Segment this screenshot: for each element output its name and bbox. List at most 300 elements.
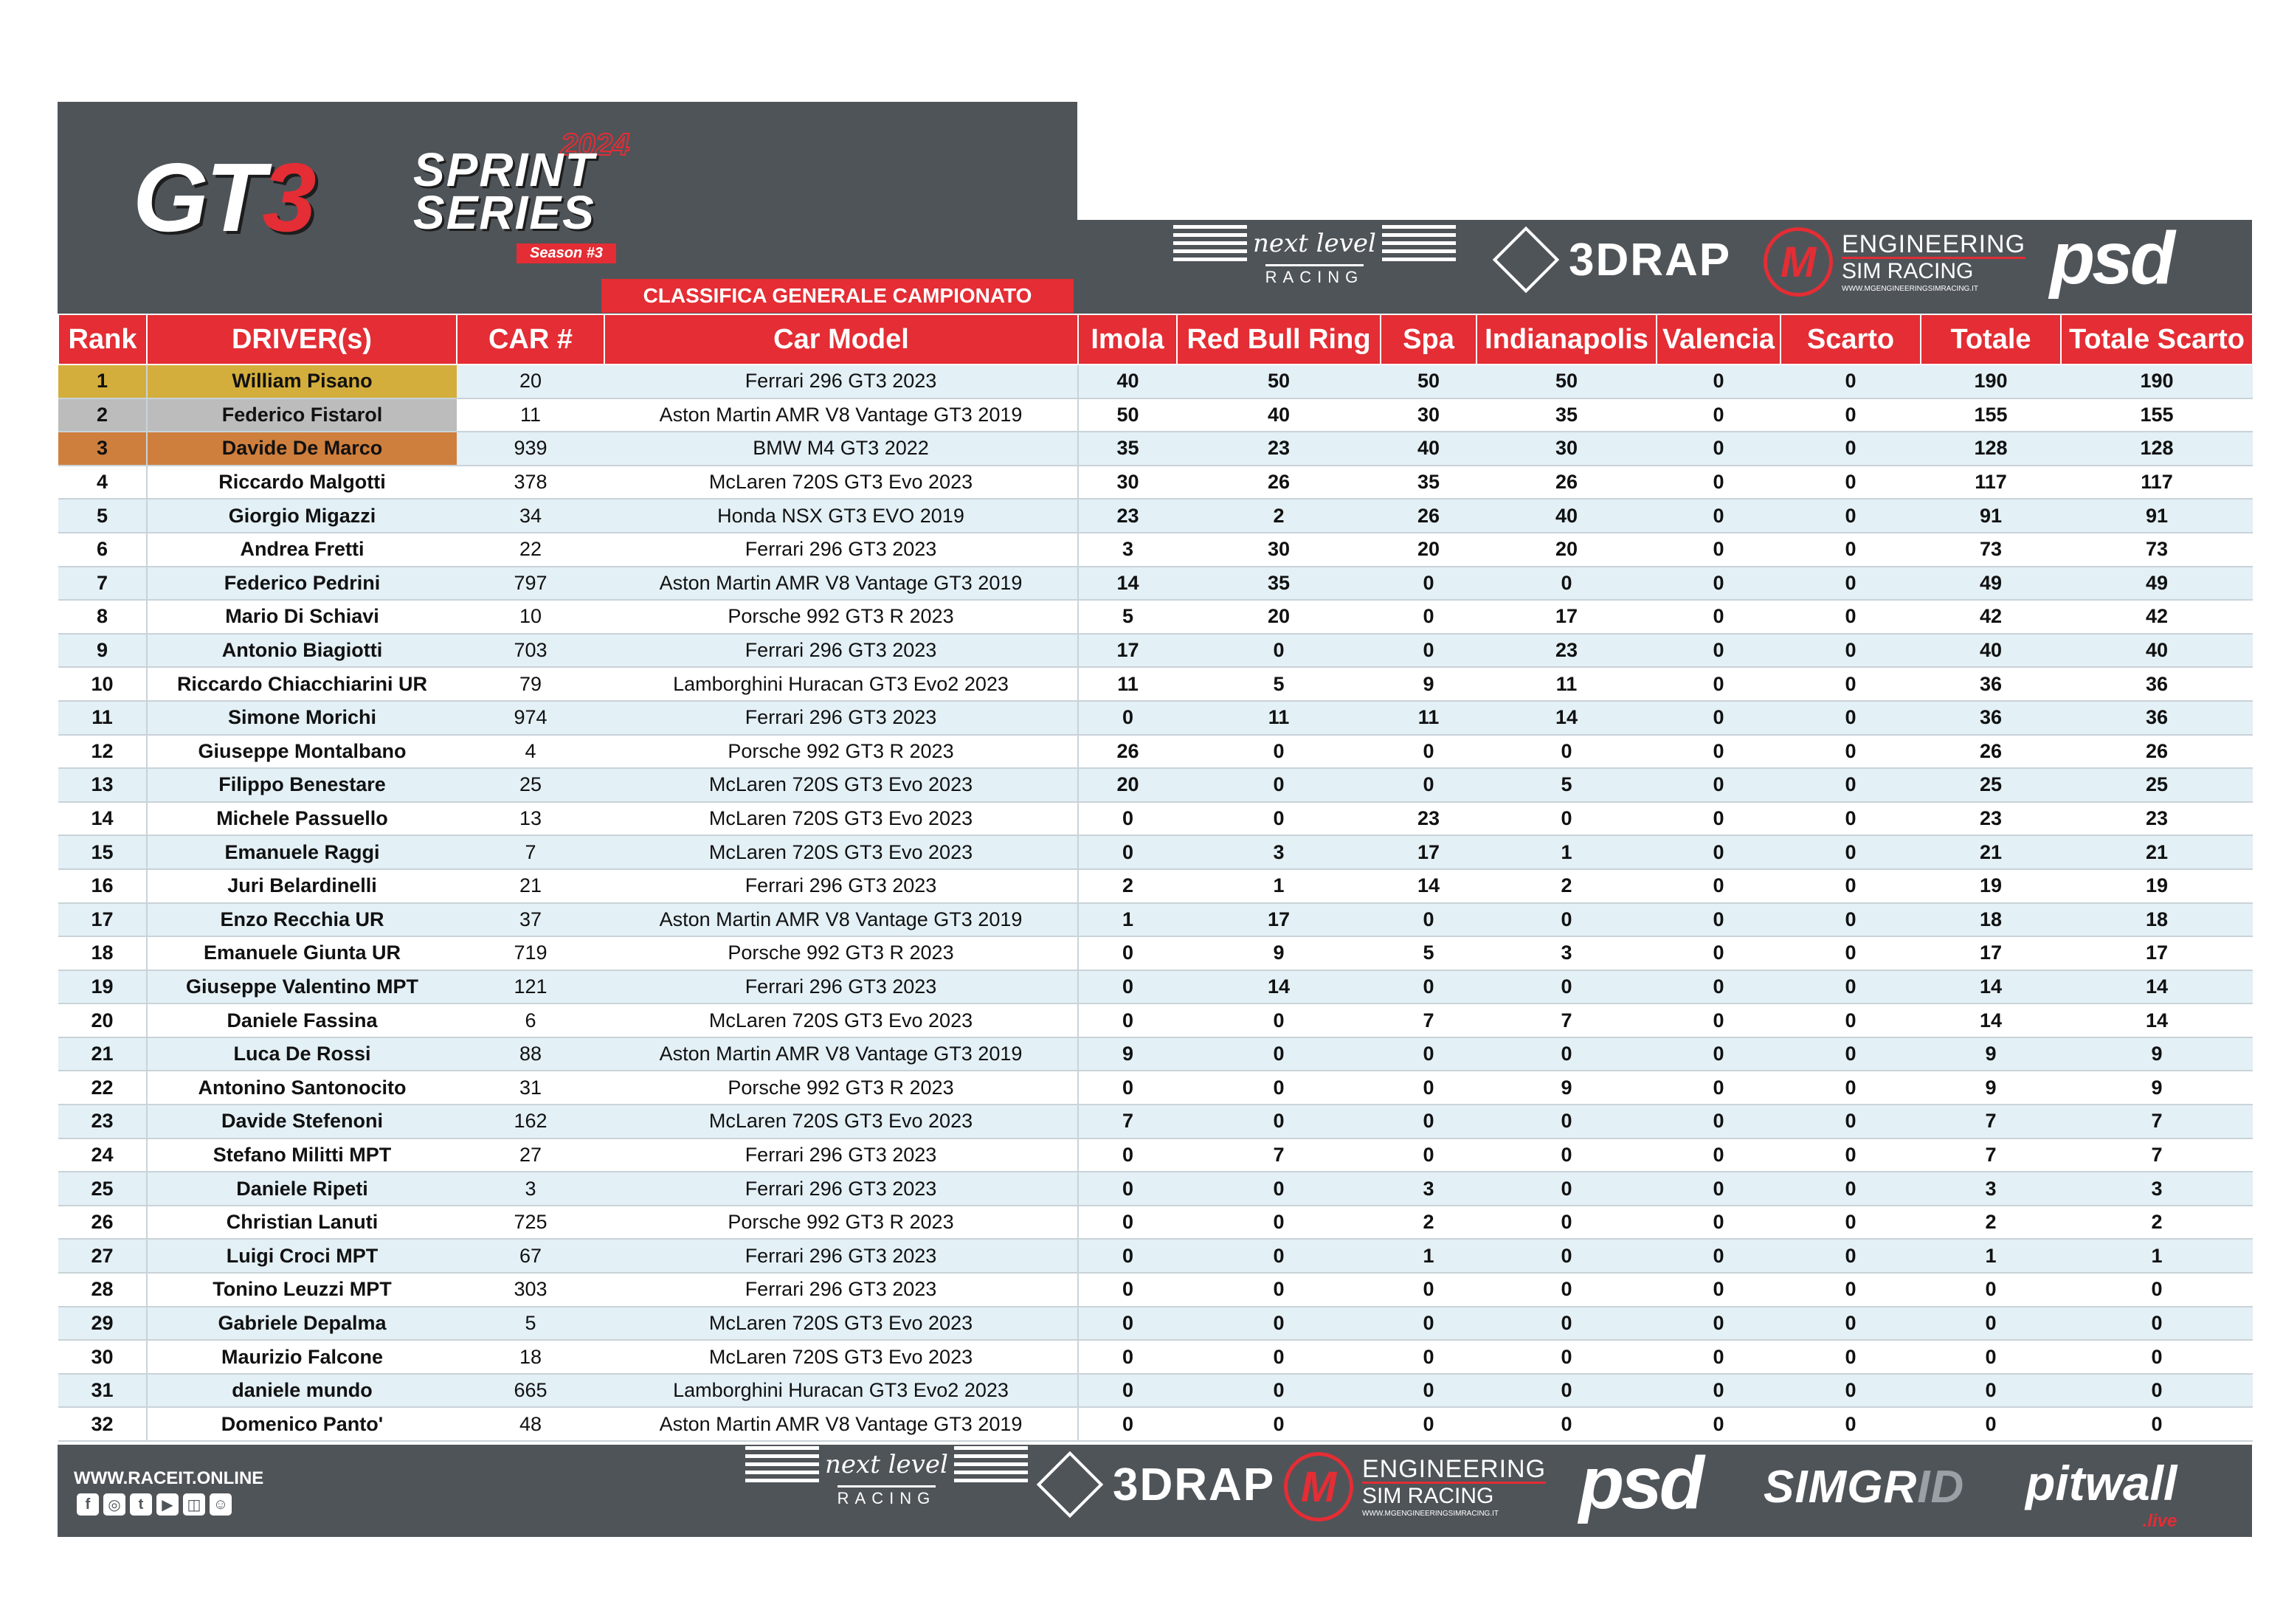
rank-cell: 9 [58,634,147,668]
red-bull-ring-cell: 0 [1177,1340,1381,1374]
spa-cell: 0 [1381,600,1476,634]
totale-scarto-cell: 36 [2061,667,2253,701]
valencia-cell: 0 [1657,466,1781,500]
rank-cell: 14 [58,802,147,836]
rank-cell: 30 [58,1340,147,1374]
driver-cell: Juri Belardinelli [147,869,457,903]
car-model-cell: McLaren 720S GT3 Evo 2023 [604,1105,1078,1138]
imola-cell: 35 [1078,432,1177,466]
car-model-cell: McLaren 720S GT3 Evo 2023 [604,1340,1078,1374]
totale-scarto-cell: 1 [2061,1239,2253,1273]
table-body [58,364,2253,1441]
car-number-cell: 6 [457,1003,604,1037]
valencia-cell: 0 [1657,701,1781,735]
car-number-cell: 3 [457,1172,604,1206]
spa-cell: 26 [1381,499,1476,533]
valencia-cell: 0 [1657,936,1781,970]
indianapolis-cell: 35 [1476,398,1657,432]
instagram-icon[interactable]: ◎ [103,1493,125,1516]
car-model-cell: Porsche 992 GT3 R 2023 [604,1071,1078,1105]
spa-cell: 0 [1381,1307,1476,1341]
valencia-cell: 0 [1657,533,1781,567]
spa-cell: 0 [1381,1138,1476,1172]
red-bull-ring-cell: 14 [1177,970,1381,1004]
footer-3drap-logo [1040,1455,1275,1514]
car-number-cell: 48 [457,1407,604,1441]
imola-cell: 0 [1078,835,1177,869]
driver-cell: Enzo Recchia UR [147,903,457,937]
scarto-cell: 0 [1781,735,1921,769]
rank-cell: 26 [58,1206,147,1240]
car-model-cell: McLaren 720S GT3 Evo 2023 [604,466,1078,500]
driver-cell: Giuseppe Montalbano [147,735,457,769]
spa-cell: 0 [1381,634,1476,668]
imola-cell: 0 [1078,1374,1177,1408]
car-model-cell: McLaren 720S GT3 Evo 2023 [604,768,1078,802]
indianapolis-cell: 50 [1476,364,1657,398]
valencia-cell: 0 [1657,903,1781,937]
totale-cell: 21 [1921,835,2061,869]
imola-cell: 1 [1078,903,1177,937]
car-number-cell: 4 [457,735,604,769]
valencia-cell: 0 [1657,802,1781,836]
table-row [58,432,2253,466]
logo-gt3 [133,143,314,252]
totale-cell: 0 [1921,1273,2061,1307]
scarto-cell: 0 [1781,1273,1921,1307]
table-row [58,600,2253,634]
imola-cell: 26 [1078,735,1177,769]
website-link[interactable]: WWW.RACEIT.ONLINE [74,1468,264,1488]
col-totale-scarto-header: Totale Scarto [2061,314,2253,364]
rank-cell: 29 [58,1307,147,1341]
indianapolis-cell: 14 [1476,701,1657,735]
car-number-cell: 974 [457,701,604,735]
rank-cell: 27 [58,1239,147,1273]
car-number-cell: 11 [457,398,604,432]
totale-cell: 0 [1921,1307,2061,1341]
driver-cell: Antonio Biagiotti [147,634,457,668]
indianapolis-cell: 0 [1476,802,1657,836]
rank-cell: 12 [58,735,147,769]
scarto-cell: 0 [1781,701,1921,735]
red-bull-ring-cell: 0 [1177,1407,1381,1441]
driver-cell: Maurizio Falcone [147,1340,457,1374]
spa-cell: 0 [1381,1273,1476,1307]
twitter-icon[interactable]: t [130,1493,152,1516]
facebook-icon[interactable]: f [77,1493,99,1516]
indianapolis-cell: 11 [1476,667,1657,701]
next-level-racing-logo [1173,225,1456,287]
footer-3drap-text: 3DRAP [1113,1459,1276,1510]
red-bull-ring-cell: 0 [1177,1105,1381,1138]
car-number-cell: 31 [457,1071,604,1105]
driver-cell: Stefano Militti MPT [147,1138,457,1172]
valencia-cell: 0 [1657,1407,1781,1441]
rank-cell: 28 [58,1273,147,1307]
valencia-cell: 0 [1657,1206,1781,1240]
car-model-cell: Ferrari 296 GT3 2023 [604,634,1078,668]
rank-cell: 16 [58,869,147,903]
valencia-cell: 0 [1657,1273,1781,1307]
table-row [58,701,2253,735]
car-model-cell: Ferrari 296 GT3 2023 [604,1239,1078,1273]
table-row [58,1003,2253,1037]
rank-cell: 25 [58,1172,147,1206]
car-number-cell: 20 [457,364,604,398]
indianapolis-cell: 0 [1476,1340,1657,1374]
scarto-cell: 0 [1781,364,1921,398]
scarto-cell: 0 [1781,1003,1921,1037]
red-bull-ring-cell: 0 [1177,634,1381,668]
valencia-cell: 0 [1657,600,1781,634]
totale-scarto-cell: 0 [2061,1407,2253,1441]
car-model-cell: Ferrari 296 GT3 2023 [604,1138,1078,1172]
imola-cell: 50 [1078,398,1177,432]
totale-cell: 19 [1921,869,2061,903]
spa-cell: 30 [1381,398,1476,432]
valencia-cell: 0 [1657,1071,1781,1105]
valencia-cell: 0 [1657,835,1781,869]
table-row [58,735,2253,769]
page-subtitle: CLASSIFICA GENERALE CAMPIONATO [601,279,1074,313]
car-number-cell: 34 [457,499,604,533]
spa-cell: 0 [1381,1037,1476,1071]
driver-cell: Gabriele Depalma [147,1307,457,1341]
totale-cell: 155 [1921,398,2061,432]
table-row [58,533,2253,567]
spa-cell: 0 [1381,1105,1476,1138]
red-bull-ring-cell: 3 [1177,835,1381,869]
valencia-cell: 0 [1657,735,1781,769]
mg-line1: ENGINEERING [1842,229,2026,258]
totale-cell: 9 [1921,1071,2061,1105]
red-bull-ring-cell: 17 [1177,903,1381,937]
car-number-cell: 303 [457,1273,604,1307]
imola-cell: 0 [1078,936,1177,970]
driver-cell: Federico Pedrini [147,567,457,601]
scarto-cell: 0 [1781,432,1921,466]
imola-cell: 0 [1078,1071,1177,1105]
valencia-cell: 0 [1657,1105,1781,1138]
car-number-cell: 703 [457,634,604,668]
rank-cell: 23 [58,1105,147,1138]
valencia-cell: 0 [1657,398,1781,432]
totale-scarto-cell: 9 [2061,1071,2253,1105]
spa-cell: 2 [1381,1206,1476,1240]
imola-cell: 0 [1078,970,1177,1004]
totale-cell: 3 [1921,1172,2061,1206]
car-model-cell: Honda NSX GT3 EVO 2019 [604,499,1078,533]
scarto-cell: 0 [1781,1206,1921,1240]
valencia-cell: 0 [1657,1340,1781,1374]
psd-logo: psd [2050,217,2172,300]
car-model-cell: McLaren 720S GT3 Evo 2023 [604,1307,1078,1341]
spa-cell: 35 [1381,466,1476,500]
totale-scarto-cell: 40 [2061,634,2253,668]
table-row [58,466,2253,500]
red-bull-ring-cell: 0 [1177,1037,1381,1071]
driver-cell: Emanuele Giunta UR [147,936,457,970]
indianapolis-cell: 40 [1476,499,1657,533]
table-row [58,835,2253,869]
totale-scarto-cell: 7 [2061,1105,2253,1138]
scarto-cell: 0 [1781,1340,1921,1374]
spa-cell: 1 [1381,1239,1476,1273]
imola-cell: 0 [1078,1003,1177,1037]
totale-cell: 91 [1921,499,2061,533]
table-row [58,802,2253,836]
totale-cell: 14 [1921,970,2061,1004]
valencia-cell: 0 [1657,364,1781,398]
car-model-cell: Aston Martin AMR V8 Vantage GT3 2019 [604,903,1078,937]
table-row [58,398,2253,432]
simgrid-text-a: SIMGR [1764,1462,1918,1513]
red-bull-ring-cell: 35 [1177,567,1381,601]
indianapolis-cell: 20 [1476,533,1657,567]
indianapolis-cell: 0 [1476,1239,1657,1273]
driver-cell: Michele Passuello [147,802,457,836]
scarto-cell: 0 [1781,1172,1921,1206]
valencia-cell: 0 [1657,1172,1781,1206]
logo-gt: GT [133,143,263,252]
car-model-cell: Aston Martin AMR V8 Vantage GT3 2019 [604,567,1078,601]
scarto-cell: 0 [1781,600,1921,634]
table-row [58,667,2253,701]
rank-cell: 4 [58,466,147,500]
totale-scarto-cell: 18 [2061,903,2253,937]
totale-scarto-cell: 21 [2061,835,2253,869]
rank-cell: 22 [58,1071,147,1105]
valencia-cell: 0 [1657,634,1781,668]
imola-cell: 0 [1078,1172,1177,1206]
rank-cell: 15 [58,835,147,869]
totale-scarto-cell: 17 [2061,936,2253,970]
rank-cell: 19 [58,970,147,1004]
imola-cell: 0 [1078,1206,1177,1240]
spa-cell: 0 [1381,1340,1476,1374]
imola-cell: 0 [1078,1273,1177,1307]
totale-scarto-cell: 7 [2061,1138,2253,1172]
table-row [58,364,2253,398]
car-model-cell: Aston Martin AMR V8 Vantage GT3 2019 [604,1037,1078,1071]
valencia-cell: 0 [1657,1239,1781,1273]
car-number-cell: 21 [457,869,604,903]
car-number-cell: 162 [457,1105,604,1138]
valencia-cell: 0 [1657,432,1781,466]
spa-cell: 3 [1381,1172,1476,1206]
driver-cell: Daniele Ripeti [147,1172,457,1206]
totale-scarto-cell: 91 [2061,499,2253,533]
simgrid-logo [1764,1461,1964,1513]
driver-cell: Simone Morichi [147,701,457,735]
spa-cell: 0 [1381,768,1476,802]
car-number-cell: 378 [457,466,604,500]
totale-scarto-cell: 2 [2061,1206,2253,1240]
imola-cell: 9 [1078,1037,1177,1071]
indianapolis-cell: 26 [1476,466,1657,500]
rank-cell: 5 [58,499,147,533]
driver-cell: Christian Lanuti [147,1206,457,1240]
scarto-cell: 0 [1781,903,1921,937]
logo-sprint: SPRINT [413,143,595,196]
spa-cell: 0 [1381,970,1476,1004]
nlr-racing: RACING [1265,264,1364,287]
scarto-cell: 0 [1781,1407,1921,1441]
indianapolis-cell: 0 [1476,1138,1657,1172]
totale-cell: 17 [1921,936,2061,970]
table-row [58,1374,2253,1408]
imola-cell: 7 [1078,1105,1177,1138]
valencia-cell: 0 [1657,768,1781,802]
logo-three: 3 [262,143,314,252]
imola-cell: 0 [1078,1407,1177,1441]
totale-cell: 23 [1921,802,2061,836]
table-row [58,1206,2253,1240]
rank-cell: 32 [58,1407,147,1441]
driver-cell: Filippo Benestare [147,768,457,802]
driver-cell: Luca De Rossi [147,1037,457,1071]
totale-scarto-cell: 0 [2061,1307,2253,1341]
twitch-icon[interactable]: ◫ [183,1493,205,1516]
car-number-cell: 88 [457,1037,604,1071]
indianapolis-cell: 7 [1476,1003,1657,1037]
car-model-cell: Ferrari 296 GT3 2023 [604,1172,1078,1206]
totale-cell: 7 [1921,1105,2061,1138]
discord-icon[interactable]: ☺ [210,1493,232,1516]
mg-line2: SIM RACING [1842,257,2025,283]
car-number-cell: 939 [457,432,604,466]
scarto-cell: 0 [1781,1307,1921,1341]
rank-cell: 6 [58,533,147,567]
red-bull-ring-cell: 9 [1177,936,1381,970]
spa-cell: 7 [1381,1003,1476,1037]
imola-cell: 11 [1078,667,1177,701]
car-number-cell: 22 [457,533,604,567]
red-bull-ring-cell: 0 [1177,1071,1381,1105]
youtube-icon[interactable]: ▶ [156,1493,179,1516]
car-number-cell: 7 [457,835,604,869]
indianapolis-cell: 0 [1476,1273,1657,1307]
table-row [58,768,2253,802]
rank-cell: 11 [58,701,147,735]
scarto-cell: 0 [1781,1374,1921,1408]
car-number-cell: 27 [457,1138,604,1172]
indianapolis-cell: 0 [1476,903,1657,937]
red-bull-ring-cell: 0 [1177,768,1381,802]
car-number-cell: 10 [457,600,604,634]
pitwall-logo [2025,1455,2177,1532]
table-row [58,1273,2253,1307]
imola-cell: 30 [1078,466,1177,500]
totale-cell: 49 [1921,567,2061,601]
totale-cell: 18 [1921,903,2061,937]
car-number-cell: 25 [457,768,604,802]
driver-cell: Luigi Croci MPT [147,1239,457,1273]
mg-emblem-icon: M [1764,227,1833,297]
totale-cell: 0 [1921,1374,2061,1408]
red-bull-ring-cell: 5 [1177,667,1381,701]
rank-cell: 17 [58,903,147,937]
nlr-script: next level [1253,228,1376,258]
table-row [58,1239,2253,1273]
spa-cell: 11 [1381,701,1476,735]
mg-url: WWW.MGENGINEERINGSIMRACING.IT [1842,284,1978,293]
car-model-cell: Porsche 992 GT3 R 2023 [604,600,1078,634]
driver-cell: Riccardo Chiacchiarini UR [147,667,457,701]
table-header-row [58,314,2253,364]
totale-cell: 2 [1921,1206,2061,1240]
rank-cell: 1 [58,364,147,398]
indianapolis-cell: 3 [1476,936,1657,970]
totale-scarto-cell: 0 [2061,1340,2253,1374]
imola-cell: 0 [1078,701,1177,735]
totale-scarto-cell: 9 [2061,1037,2253,1071]
scarto-cell: 0 [1781,936,1921,970]
red-bull-ring-cell: 11 [1177,701,1381,735]
footer-mg-emblem-icon: M [1284,1452,1353,1521]
red-bull-ring-cell: 0 [1177,802,1381,836]
footer-mg-url: WWW.MGENGINEERINGSIMRACING.IT [1362,1509,1499,1518]
footer-mg-engineering-logo [1284,1452,1546,1521]
driver-cell: Tonino Leuzzi MPT [147,1273,457,1307]
totale-cell: 36 [1921,667,2061,701]
red-bull-ring-cell: 7 [1177,1138,1381,1172]
col-spa-header: Spa [1381,314,1476,364]
table-row [58,970,2253,1004]
car-number-cell: 79 [457,667,604,701]
car-model-cell: McLaren 720S GT3 Evo 2023 [604,802,1078,836]
logo-year: 2024 [561,127,630,162]
red-bull-ring-cell: 23 [1177,432,1381,466]
car-number-cell: 13 [457,802,604,836]
scarto-cell: 0 [1781,970,1921,1004]
driver-cell: Domenico Panto' [147,1407,457,1441]
valencia-cell: 0 [1657,1037,1781,1071]
totale-scarto-cell: 26 [2061,735,2253,769]
rank-cell: 31 [58,1374,147,1408]
gt3-sprint-series-logo [133,127,694,267]
car-model-cell: Ferrari 296 GT3 2023 [604,869,1078,903]
table-row [58,567,2253,601]
totale-cell: 25 [1921,768,2061,802]
table-row [58,1138,2253,1172]
spa-cell: 0 [1381,1374,1476,1408]
totale-scarto-cell: 155 [2061,398,2253,432]
spa-cell: 5 [1381,936,1476,970]
imola-cell: 0 [1078,1307,1177,1341]
totale-cell: 9 [1921,1037,2061,1071]
table-row [58,936,2253,970]
totale-cell: 117 [1921,466,2061,500]
spa-cell: 0 [1381,903,1476,937]
totale-cell: 128 [1921,432,2061,466]
col-driver-header: DRIVER(s) [147,314,457,364]
red-bull-ring-cell: 0 [1177,735,1381,769]
scarto-cell: 0 [1781,1239,1921,1273]
valencia-cell: 0 [1657,667,1781,701]
totale-cell: 73 [1921,533,2061,567]
totale-scarto-cell: 0 [2061,1273,2253,1307]
red-bull-ring-cell: 0 [1177,1239,1381,1273]
table-row [58,1307,2253,1341]
scarto-cell: 0 [1781,1037,1921,1071]
indianapolis-cell: 30 [1476,432,1657,466]
footer-mg-line2: SIM RACING [1362,1482,1546,1507]
driver-cell: Davide Stefenoni [147,1105,457,1138]
indianapolis-cell: 0 [1476,735,1657,769]
spa-cell: 20 [1381,533,1476,567]
